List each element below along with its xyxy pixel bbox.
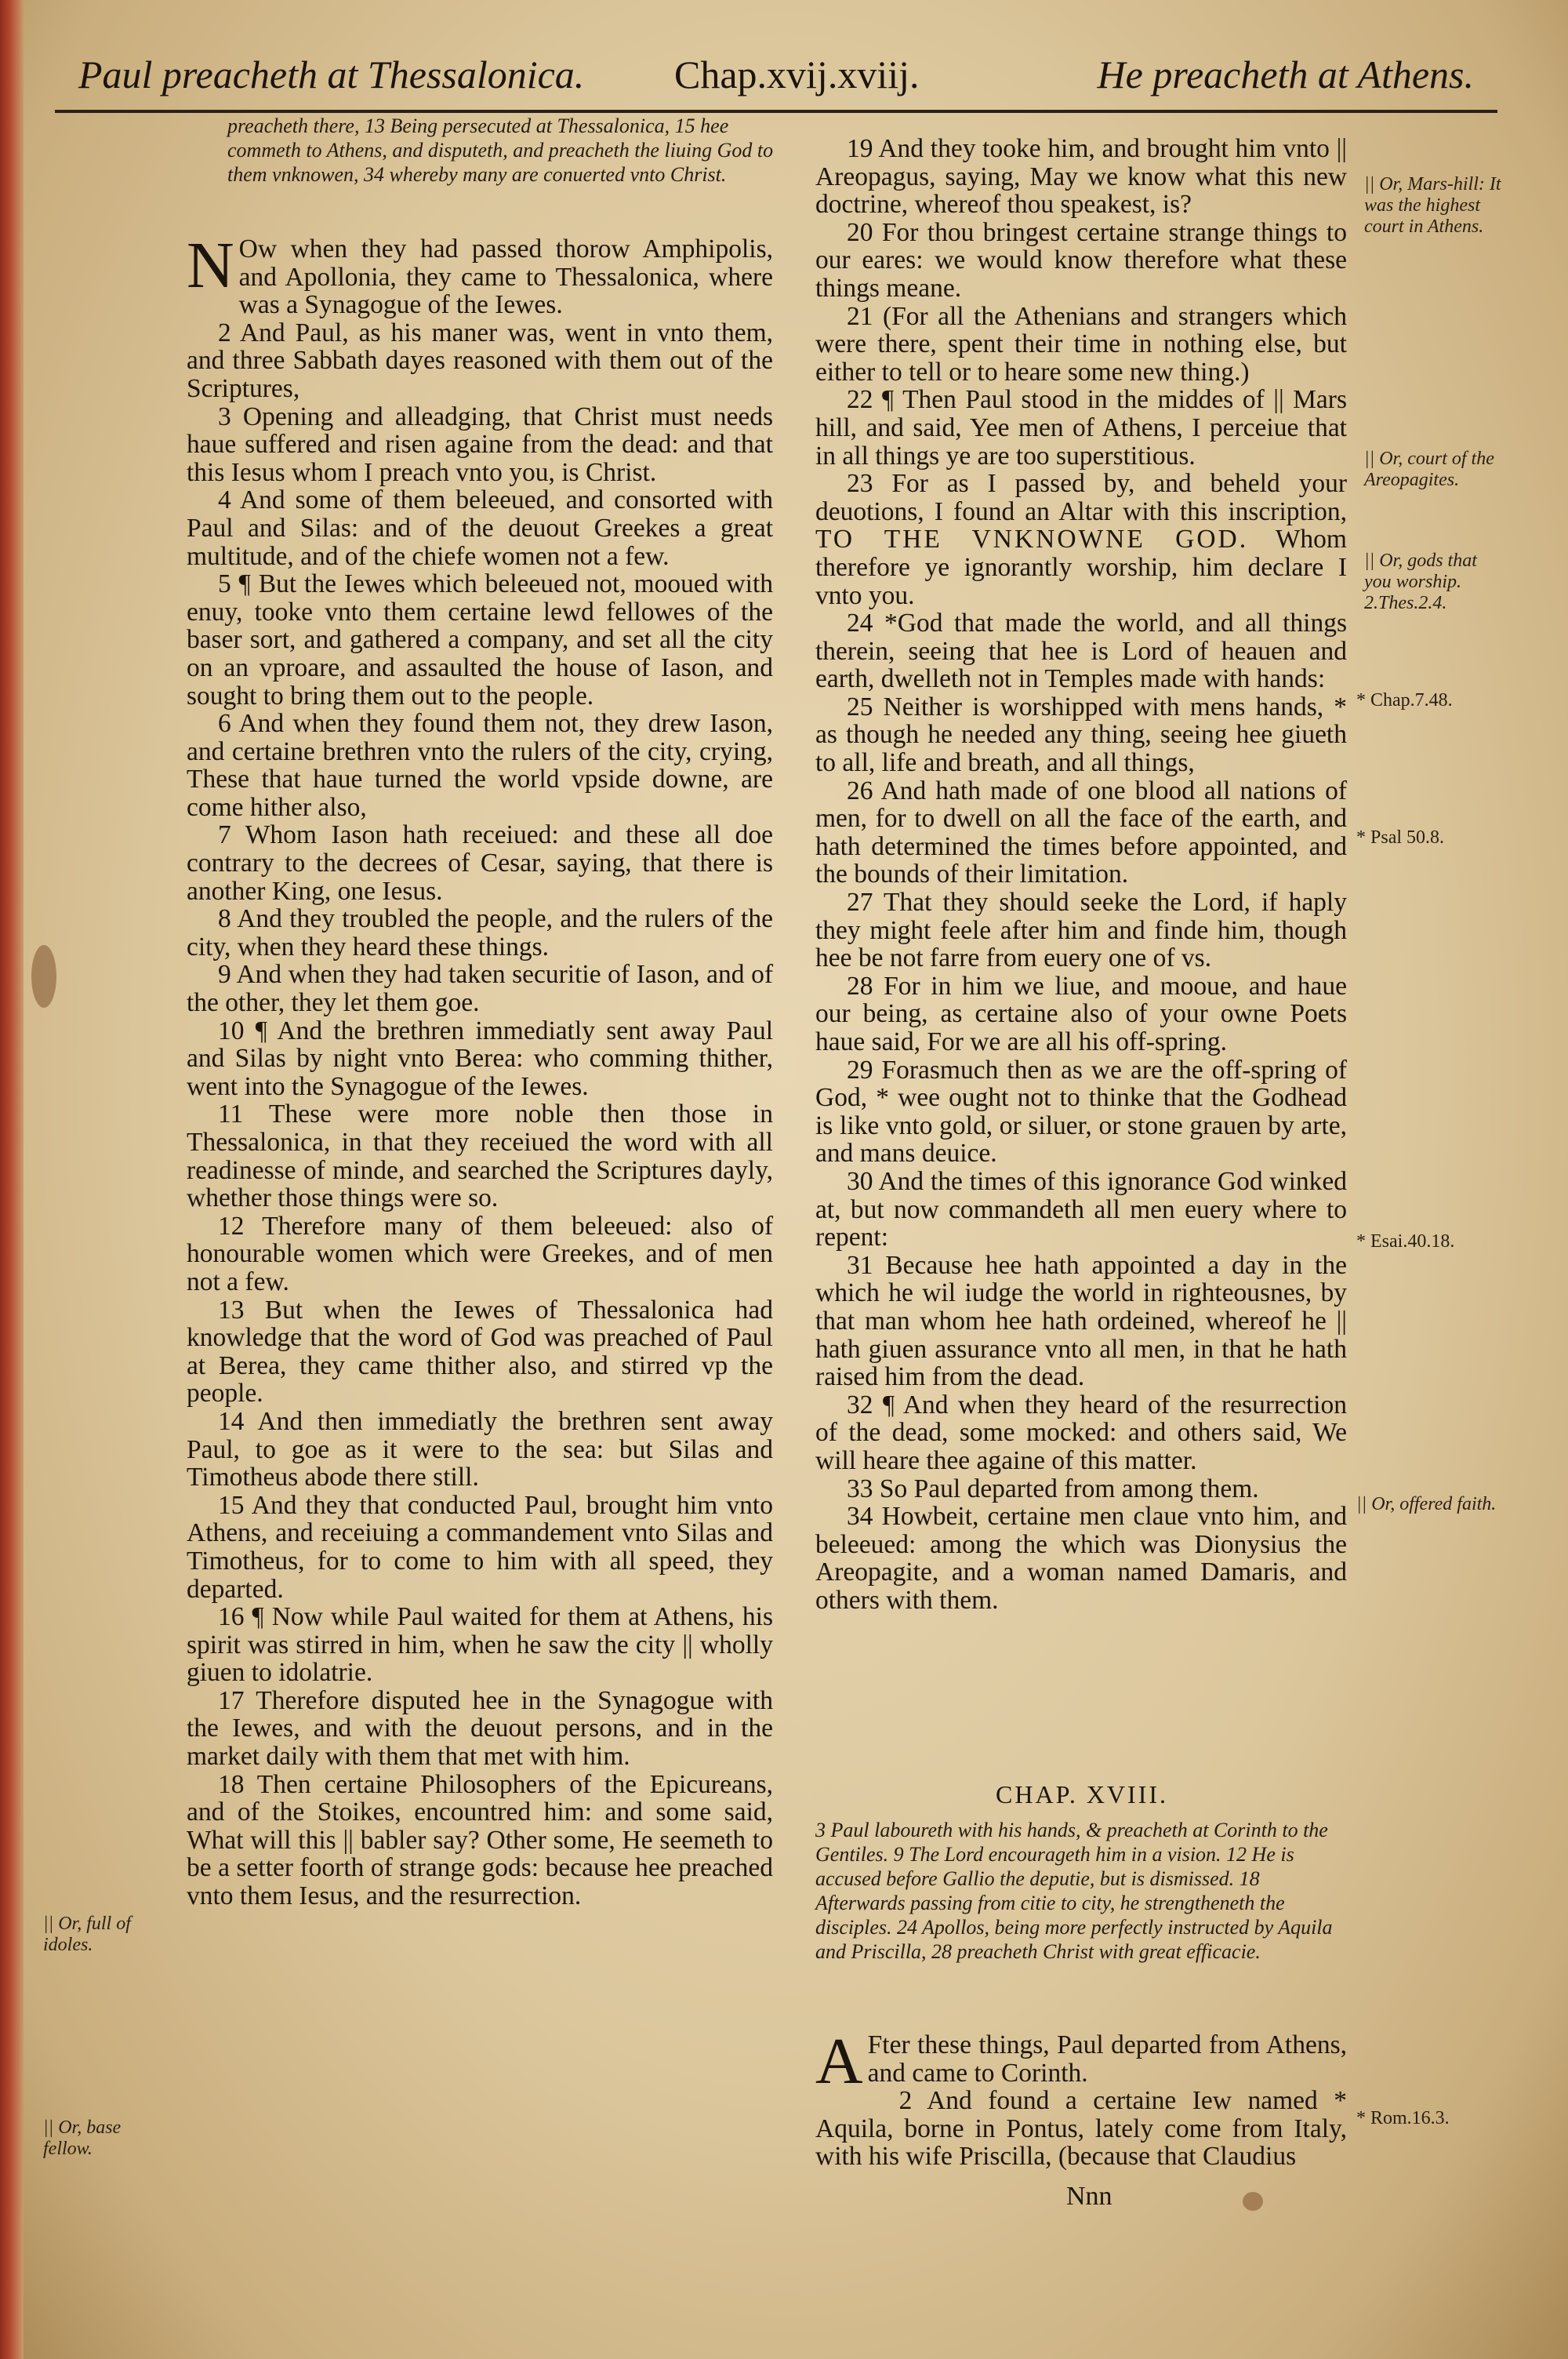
- verse-2: 2 And Paul, as his maner was, went in vnto them, and three Sabbath dayes reasoned with them out of the Scriptures,: [187, 318, 773, 403]
- verse-11: 11 These were more noble then those in Thessalonica, in that they receiued the word with all readinesse of minde, and searched the Scriptures dayly, whether those things were so.: [187, 1100, 773, 1213]
- verse-28: 28 For in him we liue, and mooue, and haue our being, as certaine also of your owne Poets haue said, For we are all his off-spring.: [815, 971, 1347, 1056]
- verse-23: 23 For as I passed by, and beheld your deuotions, I found an Altar with this inscription, TO THE VNKNOWNE GOD. Whom therefore ye ignorantly worship, him declare I vnto you.: [815, 469, 1347, 610]
- catchword: Nnn: [1066, 2182, 1112, 2211]
- margin-note-gods: || Or, gods that you worship. 2.Thes.2.4.: [1364, 551, 1477, 613]
- margin-note-idoles: || Or, full of idoles.: [43, 1914, 131, 1955]
- running-header: [47, 47, 1521, 118]
- verse-22: 22 ¶ Then Paul stood in the middes of || Mars hill, and said, Yee men of Athens, I perceiue that in all things ye are too superstitious.: [815, 385, 1347, 471]
- dropcap: N: [187, 229, 234, 302]
- verse-20: 20 For thou bringest certaine strange things to our eares: we would know therefore what these things meane.: [815, 217, 1347, 303]
- verse-27: 27 That they should seeke the Lord, if haply they might feele after him and finde him, though hee be not farre from euery one of vs.: [815, 888, 1347, 973]
- verse-13: 13 But when the Iewes of Thessalonica had knowledge that the word of God was preached of Paul at Berea, they came thither also, and stirred vp the people.: [187, 1295, 773, 1408]
- header-chapter: Chap.xvij.xviij.: [674, 53, 920, 96]
- verse-24: 24 *God that made the world, and all things therein, seeing that hee is Lord of heauen and earth, dwelleth not in Temples made with hands:: [815, 609, 1347, 694]
- verse-6: 6 And when they found them not, they drew Iason, and certaine brethren vnto the rulers of the city, crying, These that haue turned the world vpside downe, are come hither also,: [187, 709, 773, 822]
- verse-1: N Ow when they had passed thorow Amphipolis, and Apollonia, they came to Thessalonica, where was a Synagogue of the Iewes.: [187, 229, 773, 320]
- verse-31: 31 Because hee hath appointed a day in the which he wil iudge the world in righteousnes, by that man whom hee hath ordeined, whereof he || hath giuen assurance vnto all men, in that he hath raised him from the dead.: [815, 1250, 1347, 1392]
- verse-19: 19 And they tooke him, and brought him vnto || Areopagus, saying, May we know what this new doctrine, whereof thou speakest, is?: [815, 134, 1347, 220]
- verse-3: 3 Opening and alleadging, that Christ must needs haue suffered and risen againe from the dead: and that this Iesus whom I preach vnto you, is Christ.: [187, 402, 773, 487]
- chapter-18-heading: CHAP. XVIII.: [996, 1780, 1168, 1808]
- altar-inscription: TO THE VNKNOWNE GOD.: [815, 525, 1249, 554]
- margin-note-psal: * Psal 50.8.: [1356, 827, 1445, 848]
- chapter-18-text: [815, 2025, 1347, 2172]
- header-rule: [55, 110, 1497, 113]
- ch18-verse-1: A Fter these things, Paul departed from Athens, and came to Corinth.: [815, 2025, 1347, 2098]
- stain-mark: [1243, 2192, 1263, 2211]
- margin-note-areopagus: || Or, Mars-hill: It was the highest court in Athens.: [1364, 174, 1501, 237]
- margin-note-chap7: * Chap.7.48.: [1356, 690, 1453, 711]
- verse-17: 17 Therefore disputed hee in the Synagogue with the Iewes, and with the deuout persons, and in the market daily with them that met with him.: [187, 1685, 773, 1772]
- verse-10: 10 ¶ And the brethren immediatly sent away Paul and Silas by night vnto Berea: who comming thither, went into the Synagogue of the Iewes.: [187, 1016, 773, 1101]
- ch18-verse-2: 2 And found a certaine Iew named * Aquila, borne in Pontus, lately come from Italy, with his wife Priscilla, (because that Claudius: [815, 2086, 1347, 2172]
- verse-12: 12 Therefore many of them beleeued: also of honourable women which were Greekes, and of men not a few.: [187, 1211, 773, 1296]
- verse-21: 21 (For all the Athenians and strangers which were there, spent their time in nothing else, but either to tell or to heare some new thing.): [815, 301, 1347, 387]
- verse-7: 7 Whom Iason hath receiued: and these all doe contrary to the decrees of Cesar, saying, that there is another King, one Iesus.: [187, 820, 773, 906]
- verse-9: 9 And when they had taken securitie of Iason, and of the other, they let them goe.: [187, 960, 773, 1018]
- verse-32: 32 ¶ And when they heard of the resurrection of the dead, some mocked: and others said, We will heare thee againe of this matter.: [815, 1390, 1347, 1475]
- verse-33: 33 So Paul departed from among them.: [847, 1474, 1259, 1503]
- verse-18: 18 Then certaine Philosophers of the Epicureans, and of the Stoikes, encountred him: and some said, What will this || babler say? Other some, He seemeth to be a setter foorth of strange gods: because hee preached vnto them Iesus, and the resurrection.: [187, 1769, 773, 1911]
- stain-mark: [31, 945, 56, 1008]
- verse-34: 34 Howbeit, certaine men claue vnto him, and beleeued: among the which was Dionysius the Areopagite, and a woman named Damaris, and others with them.: [815, 1502, 1347, 1615]
- margin-note-rom: * Rom.16.3.: [1356, 2108, 1450, 2128]
- verse-26: 26 And hath made of one blood all nations of men, for to dwell on all the face of the earth, and hath determined the times before appointed, and the bounds of their limitation.: [815, 776, 1347, 889]
- verse-15: 15 And they that conducted Paul, brought him vnto Athens, and receiuing a commandement vnto Silas and Timotheus, for to come to him with all speed, they departed.: [187, 1490, 773, 1604]
- page-edge: [0, 0, 24, 2359]
- verse-4: 4 And some of them beleeued, and consorted with Paul and Silas: and of the deuout Greekes a great multitude, and of the chiefe women not a few.: [187, 485, 773, 571]
- margin-note-court: || Or, court of the Areopagites.: [1364, 449, 1494, 490]
- verse-25: 25 Neither is worshipped with mens hands, * as though he needed any thing, seeing hee giueth to all, life and breath, and all things,: [815, 692, 1347, 778]
- header-right-title: He preacheth at Athens.: [1097, 53, 1474, 96]
- verse-30: 30 And the times of this ignorance God winked at, but now commandeth all men euery where to repent:: [815, 1166, 1347, 1252]
- verse-16: 16 ¶ Now while Paul waited for them at Athens, his spirit was stirred in him, when he saw the city || wholly giuen to idolatrie.: [187, 1602, 773, 1688]
- header-left-title: Paul preacheth at Thessalonica.: [78, 53, 585, 96]
- verse-29: 29 Forasmuch then as we are the off-spring of God, * wee ought not to thinke that the Godhead is like vnto gold, or siluer, or stone grauen by arte, and mans deuice.: [815, 1055, 1347, 1169]
- margin-note-faith: || Or, offered faith.: [1356, 1494, 1497, 1514]
- margin-note-base: || Or, base fellow.: [43, 2117, 122, 2159]
- verse-14: 14 And then immediatly the brethren sent away Paul, to goe as it were to the sea: but Silas and Timotheus abode there still.: [187, 1406, 773, 1492]
- verse-8: 8 And they troubled the people, and the rulers of the city, when they heard these things.: [187, 904, 773, 961]
- chapter-summary: preacheth there, 13 Being persecuted at Thessalonica, 15 hee commeth to Athens, and disputeth, and preacheth the liuing God to them vnknowen, 34 whereby many are conuerted vnto Christ.: [227, 114, 774, 186]
- chapter-18-summary: 3 Paul laboureth with his hands, & preacheth at Corinth to the Gentiles. 9 The Lord encourageth him in a vision. 12 He is accused before Gallio the deputie, but is dismissed. 18 Afterwards passing from citie to city, he strengtheneth the disciples. 24 Apollos, being more perfectly instructed by Aquila and Priscilla, 28 preacheth Christ with great efficacie.: [815, 1819, 1333, 1963]
- verse-5: 5 ¶ But the Iewes which beleeued not, mooued with enuy, tooke vnto them certaine lewd fellowes of the baser sort, and gathered a company, and set all the city on an vproare, and assaulted the house of Iason, and sought to bring them out to the people.: [187, 569, 773, 711]
- left-column: [187, 229, 773, 1911]
- margin-note-esai: * Esai.40.18.: [1356, 1231, 1455, 1252]
- dropcap: A: [815, 2025, 863, 2098]
- right-column: [815, 135, 1347, 1614]
